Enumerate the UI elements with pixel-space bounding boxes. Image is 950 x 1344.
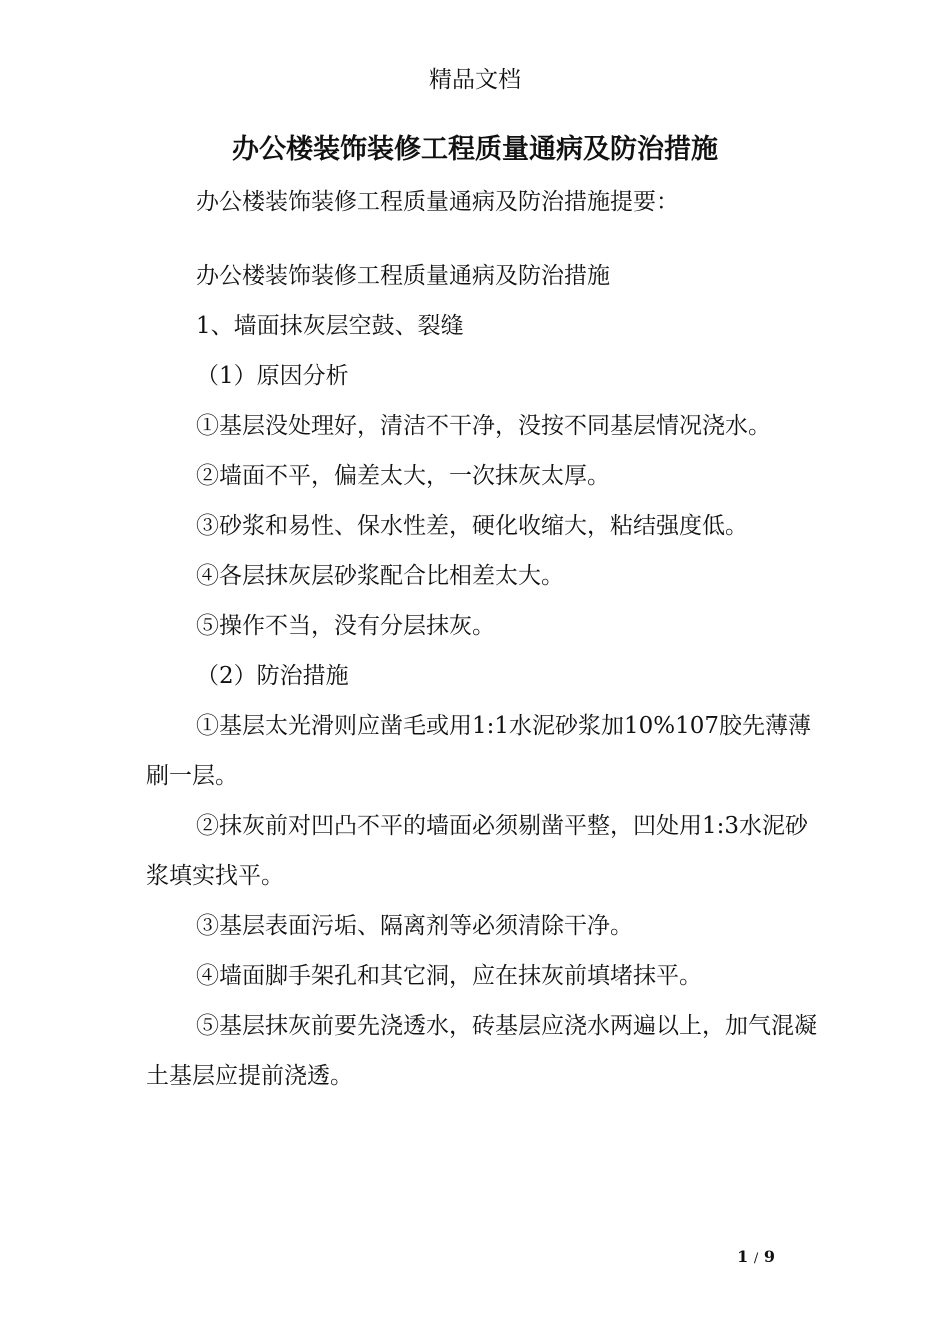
summary-paragraph: 办公楼装饰装修工程质量通病及防治措施提要：	[196, 189, 679, 215]
section-heading-1: 1、墙面抹灰层空鼓、裂缝	[196, 313, 464, 339]
prevention-item-2: ②抹灰前对凹凸不平的墙面必须剔凿平整，凹处用1:3水泥砂浆填实找平。	[146, 813, 809, 889]
prevention-item-4: ④墙面脚手架孔和其它洞，应在抹灰前填堵抹平。	[196, 963, 702, 989]
page-separator: /	[753, 1251, 759, 1266]
document-body	[146, 177, 818, 1101]
cause-item-5: ⑤操作不当，没有分层抹灰。	[196, 613, 495, 639]
page-number	[737, 1245, 775, 1271]
current-page: 1	[737, 1247, 749, 1266]
prevention-item-5: ⑤基层抹灰前要先浇透水，砖基层应浇水两遍以上，加气混凝土基层应提前浇透。	[146, 1013, 817, 1089]
section-title-paragraph: 办公楼装饰装修工程质量通病及防治措施	[196, 263, 610, 289]
document-title: 办公楼装饰装修工程质量通病及防治措施	[232, 134, 718, 165]
subsection-heading-cause: （1）原因分析	[196, 363, 349, 389]
cause-item-2: ②墙面不平，偏差太大，一次抹灰太厚。	[196, 463, 610, 489]
subsection-heading-prevention: （2）防治措施	[196, 663, 349, 689]
prevention-item-3: ③基层表面污垢、隔离剂等必须清除干净。	[196, 913, 633, 939]
cause-item-3: ③砂浆和易性、保水性差，硬化收缩大，粘结强度低。	[196, 513, 748, 539]
cause-item-1: ①基层没处理好，清洁不干净，没按不同基层情况浇水。	[196, 413, 771, 439]
total-pages: 9	[763, 1247, 775, 1266]
cause-item-4: ④各层抹灰层砂浆配合比相差太大。	[196, 563, 564, 589]
page-header: 精品文档	[429, 67, 521, 93]
prevention-item-1: ①基层太光滑则应凿毛或用1:1水泥砂浆加10%107胶先薄薄刷一层。	[146, 713, 812, 789]
